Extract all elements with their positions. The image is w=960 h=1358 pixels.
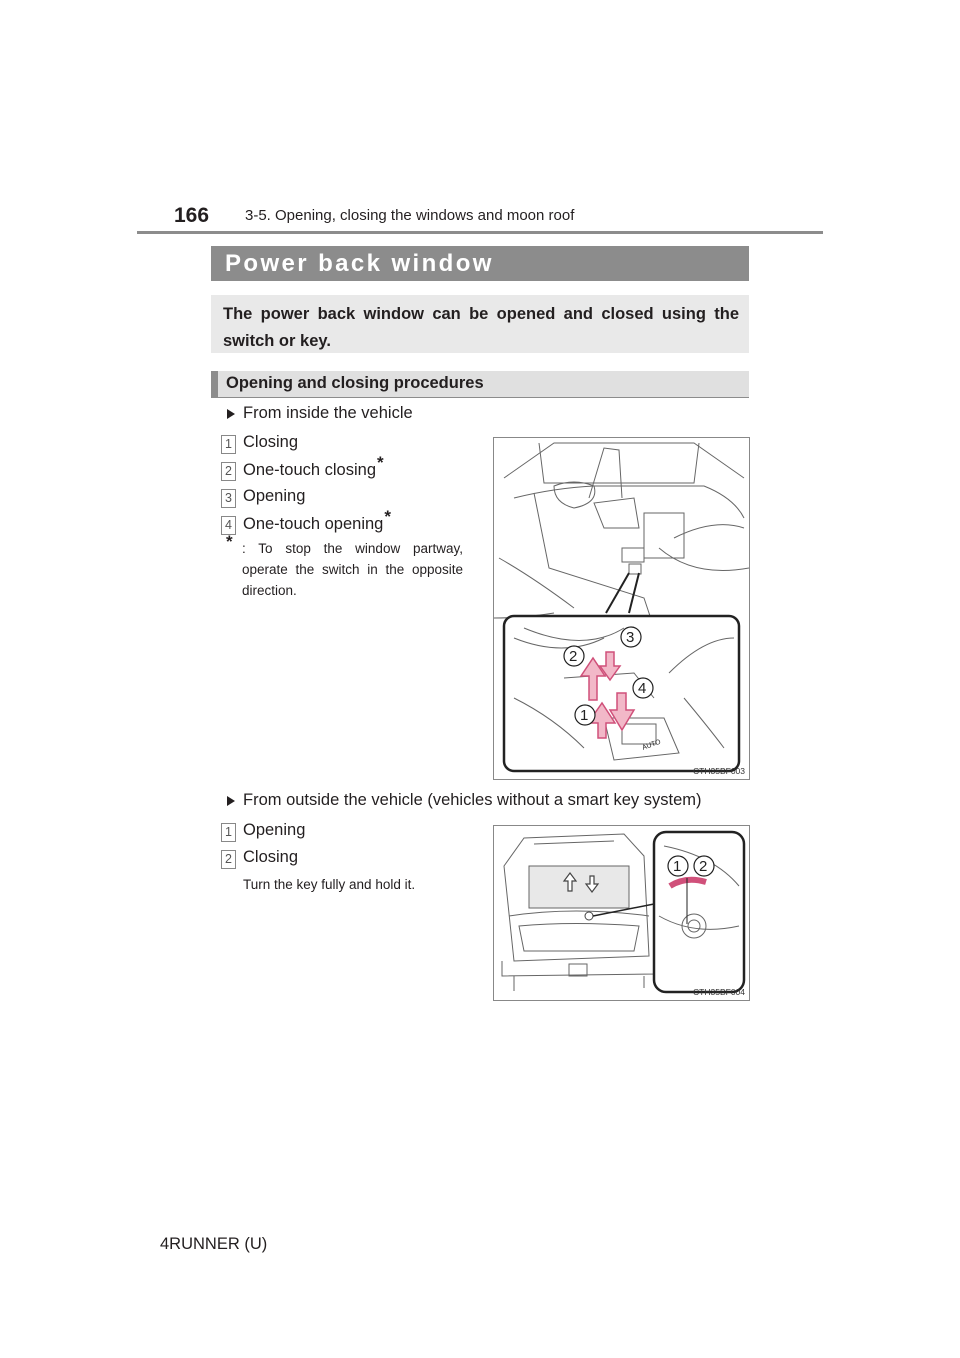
step-label-closing: Closing: [243, 433, 299, 451]
callout-1: 1: [673, 858, 682, 875]
figure-inside-switch: [493, 437, 750, 780]
footer-model: 4RUNNER (U): [160, 1235, 268, 1253]
step-number-4: 4: [221, 516, 236, 535]
step-label-opening: Opening: [243, 487, 306, 505]
figure-outside-key: [493, 825, 750, 1001]
subsection-title: Opening and closing procedures: [226, 374, 484, 392]
step-label-one-touch-opening: One-touch opening*: [243, 507, 391, 533]
callout-4: 4: [638, 680, 647, 697]
step-number-1: 1: [221, 823, 236, 842]
subsection-accent: [211, 371, 218, 397]
callout-2: 2: [699, 858, 708, 875]
intro-text: The power back window can be opened and closed using the switch or key.: [223, 305, 739, 350]
figure-code: CTH35BF003: [693, 766, 745, 776]
intro-box: [211, 295, 749, 353]
step-number-2: 2: [221, 462, 236, 481]
footnote-text: : To stop the window partway, operate the switch in the opposite direction.: [242, 541, 463, 598]
callout-1: 1: [580, 707, 589, 724]
rear-vehicle-illustration: [494, 826, 749, 1000]
step-label-closing: Closing: [243, 848, 299, 866]
chapter-title: 3-5. Opening, closing the windows and moon roof: [245, 207, 575, 224]
figure-code: CTH35BF004: [693, 987, 745, 997]
interior-console-illustration: [494, 438, 749, 779]
auto-switch-label: AUTO: [641, 738, 662, 752]
section-title: Power back window: [225, 250, 494, 277]
step-label-opening: Opening: [243, 821, 306, 839]
subsection-bar: [211, 371, 749, 398]
key-note: Turn the key fully and hold it.: [243, 877, 416, 892]
callout-3: 3: [626, 629, 635, 646]
header-rule: [137, 231, 823, 234]
outside-heading: From outside the vehicle (vehicles without a smart key system): [243, 791, 702, 809]
step-number-1: 1: [221, 435, 236, 454]
step-number-2: 2: [221, 850, 236, 869]
triangle-bullet-icon: [227, 409, 235, 419]
page-number: 166: [174, 204, 210, 227]
step-label-one-touch-closing: One-touch closing*: [243, 453, 384, 479]
triangle-bullet-icon: [227, 796, 235, 806]
section-title-bar: [211, 246, 749, 281]
footnote-star: *: [226, 532, 233, 551]
step-number-3: 3: [221, 489, 236, 508]
callout-2: 2: [569, 648, 578, 665]
inside-heading: From inside the vehicle: [243, 404, 413, 422]
